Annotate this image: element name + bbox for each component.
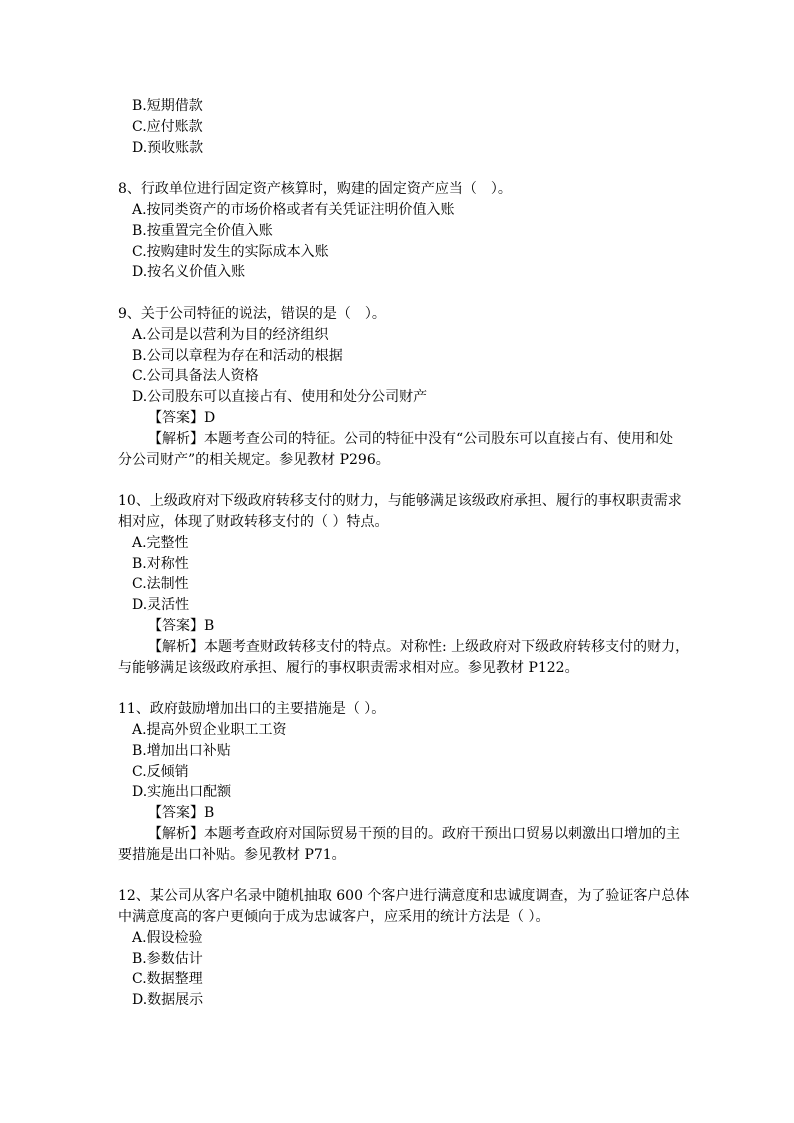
q12-option-d: D.数据展示	[132, 992, 204, 1009]
q10-option-a: A.完整性	[132, 534, 189, 551]
q10-answer: 【答案】B	[148, 617, 215, 634]
q8-option-b: B.按重置完全价值入账	[132, 222, 273, 239]
q9-analysis-line1: 【解析】本题考查公司的特征。公司的特征中没有“公司股东可以直接占有、使用和处	[148, 430, 674, 447]
q10-stem-line2: 相对应，体现了财政转移支付的（ ）特点。	[118, 513, 389, 530]
q11-answer: 【答案】B	[148, 805, 215, 822]
q10-option-d: D.灵活性	[132, 597, 190, 614]
q11-option-d: D.实施出口配额	[132, 784, 232, 801]
q11-analysis-line2: 要措施是出口补贴。参见教材 P71。	[118, 846, 346, 863]
q7-option-b: B.短期借款	[132, 98, 203, 114]
q11-option-a: A.提高外贸企业职工工资	[132, 721, 287, 738]
q9-answer: 【答案】D	[148, 409, 216, 426]
q9-stem: 9、关于公司特征的说法，错误的是（ ）。	[118, 305, 386, 322]
q8-option-a: A.按同类资产的市场价格或者有关凭证注明价值入账	[132, 201, 455, 218]
q10-option-b: B.对称性	[132, 555, 189, 572]
q12-option-b: B.参数估计	[132, 950, 203, 967]
q11-stem: 11、政府鼓励增加出口的主要措施是（ ）。	[118, 701, 386, 718]
spacer	[118, 158, 678, 179]
q12-option-c: C.数据整理	[132, 971, 203, 988]
q12-stem-line2: 中满意度高的客户更倾向于成为忠诚客户，应采用的统计方法是（ ）。	[118, 909, 550, 926]
q9-option-a: A.公司是以营利为目的经济组织	[132, 326, 329, 343]
q7-option-c: C.应付账款	[132, 118, 203, 135]
q11-analysis-line1: 【解析】本题考查政府对国际贸易干预的目的。政府干预出口贸易以刺激出口增加的主	[148, 825, 680, 842]
spacer	[118, 283, 678, 304]
q7-option-d: D.预收账款	[132, 139, 204, 156]
q11-option-b: B.增加出口补贴	[132, 742, 231, 759]
q8-stem: 8、行政单位进行固定资产核算时，购建的固定资产应当（ ）。	[118, 181, 512, 198]
q10-stem-line1: 10、上级政府对下级政府转移支付的财力，与能够满足该级政府承担、履行的事权职责需求	[118, 493, 682, 510]
q8-option-d: D.按名义价值入账	[132, 264, 246, 281]
q11-option-c: C.反倾销	[132, 763, 189, 780]
q12-option-a: A.假设检验	[132, 929, 203, 946]
q10-analysis-line2: 与能够满足该级政府承担、履行的事权职责需求相对应。参见教材 P122。	[118, 659, 579, 676]
q10-option-c: C.法制性	[132, 576, 189, 593]
q9-option-b: B.公司以章程为存在和活动的根据	[132, 347, 343, 364]
q9-option-d: D.公司股东可以直接占有、使用和处分公司财产	[132, 389, 428, 406]
q8-option-c: C.按购建时发生的实际成本入账	[132, 243, 329, 260]
q9-option-c: C.公司具备法人资格	[132, 368, 259, 385]
document-body	[118, 96, 690, 1011]
q10-analysis-line1: 【解析】本题考查财政转移支付的特点。对称性: 上级政府对下级政府转移支付的财力，	[148, 638, 690, 655]
q12-stem-line1: 12、某公司从客户名录中随机抽取 600 个客户进行满意度和忠诚度调查，为了验证客户总体	[118, 888, 690, 905]
spacer	[118, 678, 678, 699]
spacer	[118, 470, 678, 491]
spacer	[118, 865, 678, 886]
q9-analysis-line2: 分公司财产”的相关规定。参见教材 P296。	[118, 451, 390, 468]
